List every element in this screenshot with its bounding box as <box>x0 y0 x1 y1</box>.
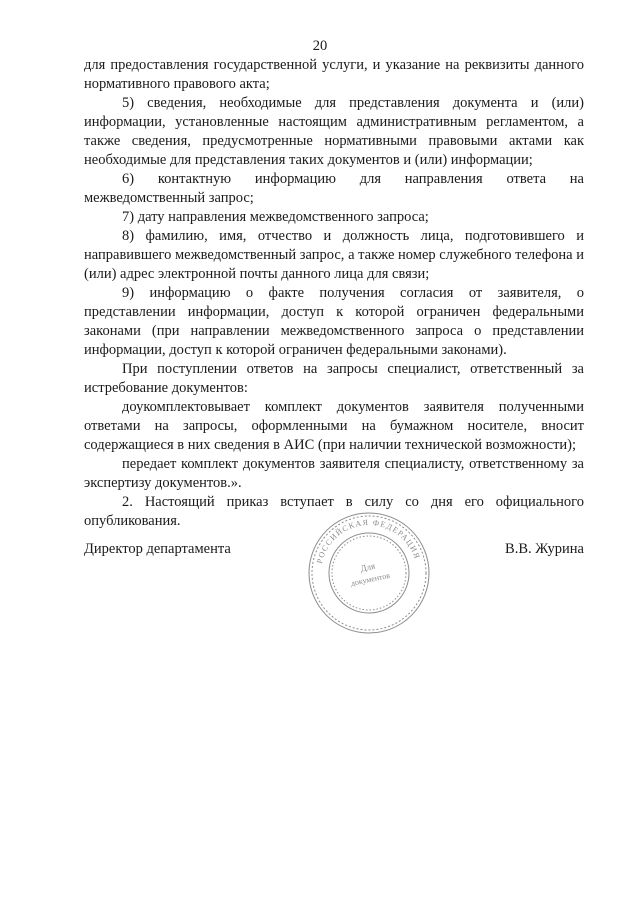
paragraph: При поступлении ответов на запросы специалист, ответственный за истребование документов: <box>84 361 584 396</box>
official-seal <box>306 510 432 636</box>
paragraph: 2. Настоящий приказ вступает в силу со дня его официального опубликования. <box>84 494 584 529</box>
seal-center-line-2: документов <box>349 570 391 588</box>
seal-center-line-1: Для <box>359 560 377 574</box>
seal-icon <box>306 510 432 636</box>
paragraph: 7) дату направления межведомственного запроса; <box>122 209 429 225</box>
paragraph: 9) информацию о факте получения согласия от заявителя, о представлении информации, доступ к которой ограничен федеральными законами (при направлении межведомственного запроса о представлении информации, доступ к которой ограничен федеральными законами). <box>84 285 584 358</box>
signer-title: Директор департамента <box>84 541 231 557</box>
paragraph: 5) сведения, необходимые для представления документа и (или) информации, установленные настоящим административным регламентом, а также сведения, предусмотренные нормативными правовыми актами как необходимые для представления таких документов и (или) информации; <box>84 95 584 168</box>
paragraph: доукомплектовывает комплект документов заявителя полученными ответами на запросы, оформленными на бумажном носителе, вносит содержащиеся в них сведения в АИС (при наличии технической возможности); <box>84 399 584 453</box>
page-number: 20 <box>312 38 328 54</box>
signer-name: В.В. Журина <box>505 541 584 557</box>
paragraph: передает комплект документов заявителя специалисту, ответственному за экспертизу документов.». <box>84 456 584 491</box>
seal-outer-text: РОССИЙСКАЯ ФЕДЕРАЦИЯ <box>314 517 422 565</box>
paragraph: для предоставления государственной услуги, и указание на реквизиты данного нормативного правового акта; <box>84 57 584 92</box>
paragraph: 6) контактную информацию для направления ответа на межведомственный запрос; <box>84 171 584 206</box>
paragraph: 8) фамилию, имя, отчество и должность лица, подготовившего и направившего межведомственный запрос, а также номер служебного телефона и (или) адрес электронной почты данного лица для связи; <box>84 228 584 282</box>
document-body <box>84 56 584 531</box>
